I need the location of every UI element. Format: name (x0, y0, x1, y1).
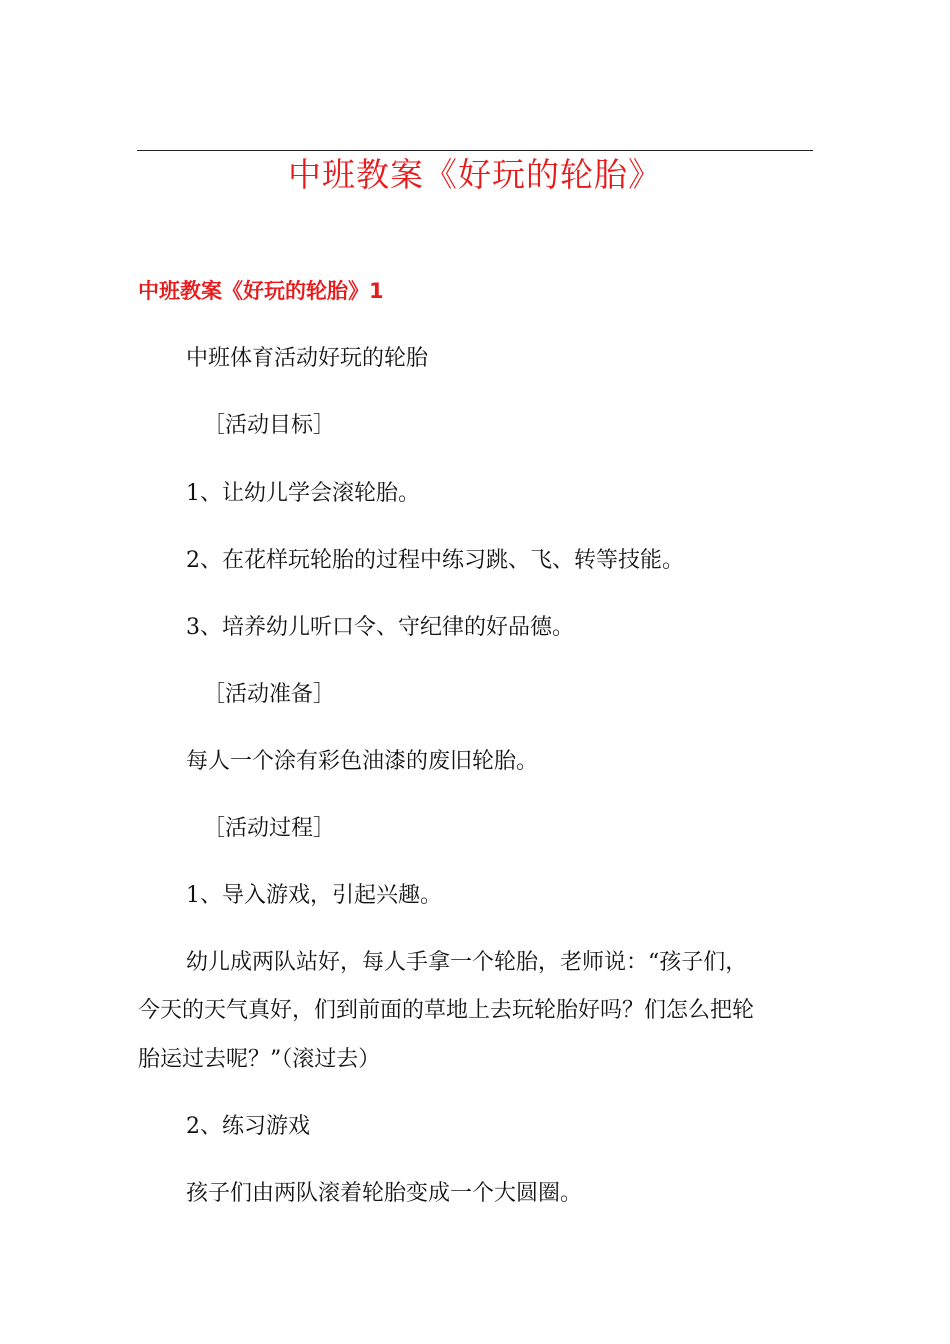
preparation-text: 每人一个涂有彩色油漆的废旧轮胎。 (186, 749, 539, 774)
heading-activity-process: ［活动过程］ (203, 816, 336, 841)
heading-activity-preparation: ［活动准备］ (203, 682, 336, 707)
paragraph-line: 孩子们由两队滚着轮胎变成一个大圆圈。 (186, 1181, 583, 1206)
paragraph-line: 幼儿成两队站好，每人手拿一个轮胎，老师说：“孩子们， (186, 950, 748, 975)
heading-activity-goals: ［活动目标］ (203, 413, 336, 438)
process-step-2: 2、练习游戏 (186, 1114, 310, 1139)
activity-name: 中班体育活动好玩的轮胎 (186, 346, 429, 371)
paragraph-line: 今天的天气真好，们到前面的草地上去玩轮胎好吗？们怎么把轮 (138, 998, 755, 1023)
goal-item-1: 1、让幼儿学会滚轮胎。 (186, 481, 420, 506)
goal-item-3: 3、培养幼儿听口令、守纪律的好品德。 (186, 615, 574, 640)
document-title: 中班教案《好玩的轮胎》 (288, 155, 662, 194)
goal-item-2: 2、在花样玩轮胎的过程中练习跳、飞、转等技能。 (186, 548, 684, 573)
paragraph-line: 胎运过去呢？”（滚过去） (138, 1047, 381, 1072)
header-rule (137, 150, 813, 151)
section-heading: 中班教案《好玩的轮胎》1 (138, 279, 384, 303)
process-step-1: 1、导入游戏，引起兴趣。 (186, 883, 442, 908)
